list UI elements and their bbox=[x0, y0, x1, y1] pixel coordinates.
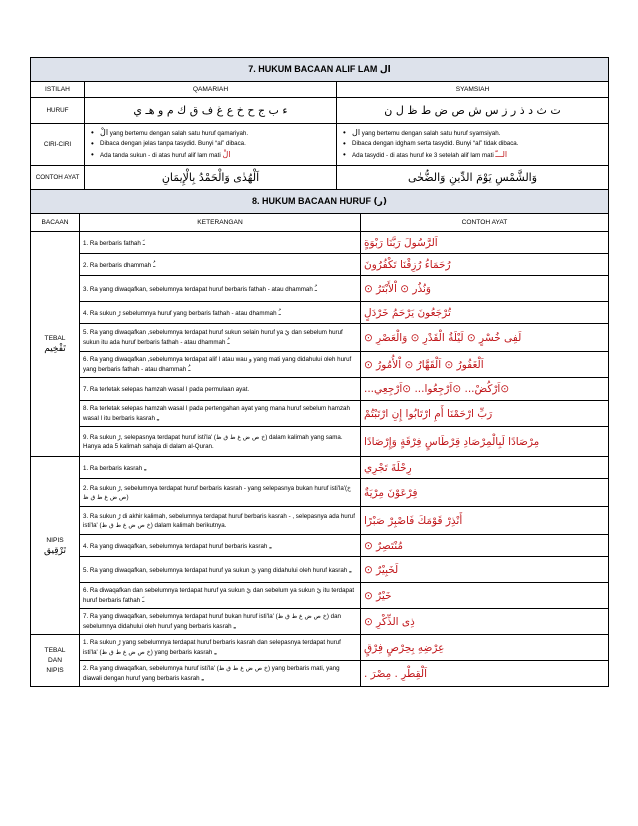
category-name: TEBAL bbox=[44, 335, 66, 342]
category-arabic: تَرْقِيق bbox=[44, 545, 66, 556]
category-nipis bbox=[31, 457, 80, 635]
section8-title-text: 8. HUKUM BACAAN HURUF bbox=[252, 196, 372, 206]
label-contoh: CONTOH AYAT bbox=[31, 166, 85, 190]
keterangan-text: 9. Ra sukun رْ, selepasnya terdapat huruf isti'la' (خ ص ض غ ط ق ظ) dalam kalimah yang sama. Hanya ada 5 kalimah sahaja di dalam al-Quran. bbox=[83, 433, 343, 450]
table-row bbox=[31, 352, 609, 378]
contoh-ayat-cell: اَلرَّسُولَ رَبَّنَا رَبْوَةٍ bbox=[361, 232, 609, 254]
section7-title-ar: ال bbox=[379, 65, 391, 75]
harakat-mark: ـَ bbox=[142, 237, 145, 247]
harakat-mark: ـَ bbox=[142, 595, 145, 604]
harakat-mark: ـِ bbox=[349, 564, 352, 574]
ciri-syamsiah-item bbox=[352, 150, 605, 162]
contoh-ayat-cell: اَلْقِطْرِ . مِصْرَ . bbox=[361, 661, 609, 687]
keterangan-cell bbox=[80, 378, 361, 401]
contoh-ayat-cell: لَخَبِيْرٌ ⊙ bbox=[361, 557, 609, 583]
harakat-mark: ـِ bbox=[233, 621, 236, 630]
ciri-syamsiah bbox=[337, 124, 609, 166]
category-tebal bbox=[31, 232, 80, 457]
keterangan-text: 2. Ra sukun رْ, sebelumnya terdapat huruf berbaris kasrah - yang selepasnya bukan huruf isti'la'(خ ص ض غ ط ق ظ) bbox=[83, 484, 352, 501]
table-row bbox=[31, 479, 609, 507]
harakat-mark: ـِ bbox=[214, 647, 217, 656]
header-qamariah: QAMARIAH bbox=[85, 82, 337, 98]
keterangan-cell bbox=[80, 635, 361, 661]
table-row bbox=[31, 324, 609, 352]
contoh-ayat-cell: مِرْصَادًا لَبِالْمِرْصَادِ قِرْطَاسٍ فِرْقَةٍ وَإِرْصَادًا bbox=[361, 427, 609, 457]
contoh-ayat-cell: لَفِى خُسْرٍ ⊙ لَيْلَةُ الْقَدْرِ ⊙ وَالْعَصْرِ ⊙ bbox=[361, 324, 609, 352]
harakat-mark: ـُ bbox=[153, 259, 156, 269]
table-row bbox=[31, 457, 609, 479]
table-row bbox=[31, 401, 609, 427]
harakat-mark: ـِ bbox=[201, 673, 204, 682]
ciri-text: yang bertemu dengan salah satu huruf qamariyah. bbox=[108, 129, 249, 137]
keterangan-text: 4. Ra sukun رْ sebelumnya huruf yang berbaris fathah - atau dhammah bbox=[83, 309, 277, 317]
harakat-mark: ـِ bbox=[269, 540, 272, 550]
table-row bbox=[31, 427, 609, 457]
table-row bbox=[31, 232, 609, 254]
table-row bbox=[31, 276, 609, 302]
label-ciri: CIRI-CIRI bbox=[31, 124, 85, 166]
ciri-ar: الـــّ bbox=[495, 149, 508, 159]
keterangan-text: 5. Ra yang diwaqafkan ,sebelumnya terdapat huruf sukun selain huruf ya يْ dan sebelum huruf sukun itu ada huruf berbaris fathah - atau dhammah bbox=[83, 329, 343, 346]
ciri-qamariah bbox=[85, 124, 337, 166]
header-contoh: CONTOH AYAT bbox=[361, 214, 609, 232]
keterangan-cell bbox=[80, 583, 361, 609]
table-row bbox=[31, 635, 609, 661]
table-row bbox=[31, 302, 609, 324]
keterangan-text: 6. Ra yang diwaqafkan ,sebelumnya terdapat alif ا atau wau و yang mati yang didahului oleh huruf yang berbaris fathah - atau dhammah bbox=[83, 356, 352, 373]
ciri-ar: ال bbox=[352, 127, 361, 137]
table-row bbox=[31, 557, 609, 583]
ciri-text: Dibaca dengan idgham serta tasydid. Bunyi “al” tidak dibaca. bbox=[352, 140, 519, 148]
ciri-qamariah-item bbox=[100, 150, 333, 162]
contoh-ayat-cell: رَبِّ ارْحَمْنَا أَمِ ارْتَابُوا إِنِ ارْتَبْتُمْ bbox=[361, 401, 609, 427]
ciri-qamariah-item bbox=[100, 139, 333, 150]
contoh-ayat-cell: اَلْغَفُورُ ⊙ اَلْقَهَّارُ ⊙ اْلأُمُورُ ⊙ bbox=[361, 352, 609, 378]
header-bacaan: BACAAN bbox=[31, 214, 80, 232]
keterangan-cell bbox=[80, 457, 361, 479]
nipis-group bbox=[31, 457, 609, 635]
contoh-ayat-cell: خَيْرٌ ⊙ bbox=[361, 583, 609, 609]
keterangan-cell bbox=[80, 507, 361, 535]
contoh-ayat-cell: عِرْضِهِ بِحِرْصٍ فِرْقٍ bbox=[361, 635, 609, 661]
keterangan-cell bbox=[80, 479, 361, 507]
ciri-qamariah-item bbox=[100, 128, 333, 140]
table-row bbox=[31, 254, 609, 276]
contoh-ayat-cell: ذِى الذِّكْرِ ⊙ bbox=[361, 609, 609, 635]
table-row bbox=[31, 661, 609, 687]
keterangan-cell bbox=[80, 352, 361, 378]
ciri-text: yang bertemu dengan salah satu huruf syamsiyah. bbox=[360, 129, 501, 137]
contoh-ayat-cell: رُحَمَاءُ رُزِقْنَا تَكْفُرُونَ bbox=[361, 254, 609, 276]
huruf-qamariah: ء ب ج ح خ ع غ ف ق ك م و هـ ي bbox=[85, 98, 337, 124]
header-syamsiah: SYAMSIAH bbox=[337, 82, 609, 98]
contoh-ayat-cell: رِحْلَةَ تَجْرِي bbox=[361, 457, 609, 479]
label-huruf: HURUF bbox=[31, 98, 85, 124]
keterangan-cell bbox=[80, 254, 361, 276]
category-name: TEBAL DAN NIPIS bbox=[44, 646, 66, 674]
alif-lam-table bbox=[30, 57, 609, 214]
keterangan-cell bbox=[80, 427, 361, 457]
keterangan-cell bbox=[80, 276, 361, 302]
keterangan-text: 1. Ra berbaris fathah bbox=[83, 239, 141, 247]
ciri-text: Dibaca dengan jelas tanpa tasydid. Bunyi “al” dibaca. bbox=[100, 140, 246, 148]
keterangan-text: 1. Ra berbaris kasrah bbox=[83, 464, 143, 472]
keterangan-text: 2. Ra yang diwaqafkan, sebelumnya huruf isti'la' (خ ص ض غ ط ق ظ) yang berbaris mati, yang diawali dengan huruf yang berbaris kasrah bbox=[83, 665, 340, 682]
keterangan-text: 8. Ra terletak selepas hamzah wasal ا pada pertengahan ayat yang mana huruf sebelum hamzah wasal ا itu berbaris kasrah bbox=[83, 405, 350, 422]
keterangan-cell bbox=[80, 324, 361, 352]
ciri-ar: الْ bbox=[100, 127, 109, 137]
keterangan-text: 3. Ra yang diwaqafkan, sebelumnya terdapat huruf berbaris fathah - atau dhammah bbox=[83, 285, 313, 293]
keterangan-cell bbox=[80, 661, 361, 687]
harakat-mark: ـُ bbox=[314, 283, 317, 293]
ciri-syamsiah-item bbox=[352, 139, 605, 150]
keterangan-text: 7. Ra terletak selepas hamzah wasal ا pada permulaan ayat. bbox=[83, 385, 250, 393]
contoh-ayat-cell: ⊙اَرْكُضْ... ⊙اَرْجِعُوا... ⊙اَرْجِعِي... bbox=[361, 378, 609, 401]
tebal-nipis-group bbox=[31, 635, 609, 687]
section7-title-text: 7. HUKUM BACAAN ALIF LAM bbox=[248, 64, 378, 74]
table-row bbox=[31, 583, 609, 609]
keterangan-text: 7. Ra yang diwaqafkan, sebelumnya terdapat huruf bukan huruf isti'la' (خ ص ض غ ط ق ظ) dan sebelumnya didahului oleh huruf yang berbaris kasrah bbox=[83, 613, 341, 630]
contoh-ayat-cell: مُنْتَصِرٌ ⊙ bbox=[361, 535, 609, 557]
table-row bbox=[31, 378, 609, 401]
keterangan-cell bbox=[80, 609, 361, 635]
ciri-ar: الْ bbox=[222, 149, 231, 159]
keterangan-cell bbox=[80, 535, 361, 557]
keterangan-cell bbox=[80, 401, 361, 427]
keterangan-text: 3. Ra sukun رْ di akhir kalimah, sebelumnya terdapat huruf berbaris kasrah - , selepasnya ada huruf isti'la' (خ ص ض غ ط ق ظ) dalam kalimah berikutnya. bbox=[83, 512, 355, 529]
section8-title bbox=[31, 190, 609, 214]
contoh-syamsiah: وَالشَّمْسِ يَوْمَ الدِّينِ وَالضُّحٰى bbox=[337, 166, 609, 190]
keterangan-text: 2. Ra berbaris dhammah bbox=[83, 261, 152, 269]
ciri-syamsiah-item bbox=[352, 128, 605, 140]
table-row bbox=[31, 609, 609, 635]
section7-title bbox=[31, 58, 609, 82]
harakat-mark: ـِ bbox=[156, 413, 160, 422]
harakat-mark: ـُ bbox=[227, 337, 230, 346]
harakat-mark: ـِ bbox=[144, 462, 147, 472]
ciri-text: Ada tanda sukun - di atas huruf alif lam mati bbox=[100, 151, 223, 159]
keterangan-text: 5. Ra yang diwaqafkan, sebelumnya terdapat huruf ya sukun يْ yang didahului oleh huruf kasrah bbox=[83, 566, 348, 574]
harakat-mark: ـُ bbox=[278, 307, 281, 317]
keterangan-text: 6. Ra diwaqafkan dan sebelumnya terdapat huruf ya sukun يْ dan sebelum ya sukun يْ itu terdapat huruf berbaris fathah bbox=[83, 587, 355, 604]
huruf-syamsiah: ت ث د ذ ر ز س ش ص ض ط ظ ل ن bbox=[337, 98, 609, 124]
keterangan-text: 1. Ra sukun رْ yang sebelumnya terdapat huruf berbaris kasrah dan selepasnya terdapat huruf isti'la' (خ ص ض غ ط ق ظ) yang berbaris kasrah bbox=[83, 639, 341, 656]
keterangan-cell bbox=[80, 302, 361, 324]
header-keterangan: KETERANGAN bbox=[80, 214, 361, 232]
category-name: NIPIS bbox=[46, 536, 64, 544]
contoh-ayat-cell: وَنُذُر ⊙ اْلأَبْتَرُ ⊙ bbox=[361, 276, 609, 302]
keterangan-cell bbox=[80, 232, 361, 254]
keterangan-cell bbox=[80, 557, 361, 583]
contoh-ayat-cell: تُرْجَعُونَ يَرْحَمُ خَرْدَلٍ bbox=[361, 302, 609, 324]
tebal-group bbox=[31, 232, 609, 457]
category-arabic: تَفْخِيم bbox=[44, 344, 66, 354]
header-istilah: ISTILAH bbox=[31, 82, 85, 98]
harakat-mark: ـُ bbox=[188, 364, 191, 373]
keterangan-text: 4. Ra yang diwaqafkan, sebelumnya terdapat huruf berbaris kasrah bbox=[83, 542, 268, 550]
contoh-qamariah: اَلْهُدٰى وَالْحَمْدُ بِالْإِيمَانِ bbox=[85, 166, 337, 190]
table-row bbox=[31, 507, 609, 535]
contoh-ayat-cell: فِرْعَوْنَ مِرْيَةٌ bbox=[361, 479, 609, 507]
contoh-ayat-cell: أَنْذِرْ قَوْمَكَ فَاصْبِرْ صَبْرًا bbox=[361, 507, 609, 535]
hukum-ra-table bbox=[30, 213, 609, 687]
table-row bbox=[31, 535, 609, 557]
ciri-text: Ada tasydid - di atas huruf ke 3 setelah alif lam mati bbox=[352, 151, 496, 159]
category-tebal-nipis bbox=[31, 635, 80, 687]
section8-title-ar: (ر) bbox=[373, 197, 387, 207]
